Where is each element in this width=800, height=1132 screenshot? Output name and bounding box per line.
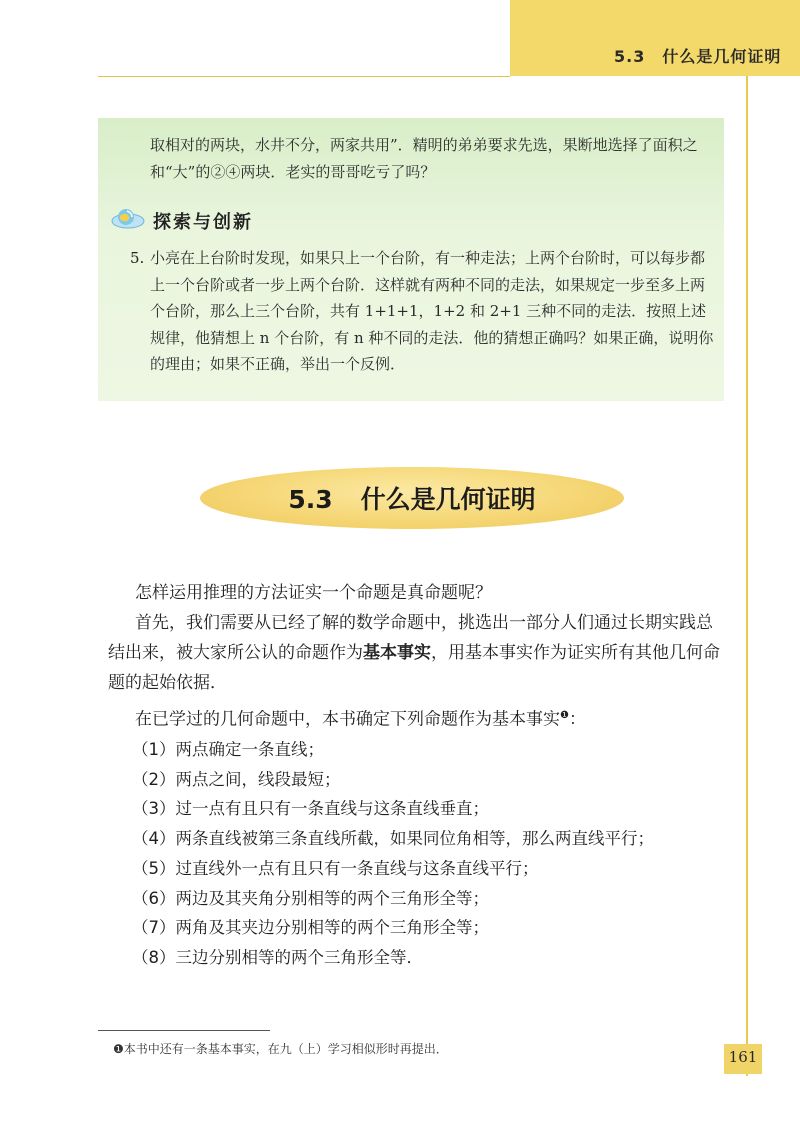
footnote-marker[interactable]: ❶ <box>560 710 569 721</box>
bold-term: 基本事实 <box>363 643 431 663</box>
section-title <box>200 480 624 516</box>
list-intro-colon: ： <box>568 709 586 730</box>
globe-icon <box>110 207 146 231</box>
intro-paragraph: 怎样运用推理的方法证实一个命题是真命题呢？ <box>135 583 492 603</box>
side-rule <box>746 76 748 1076</box>
list-item: （8）三边分别相等的两个三角形全等． <box>132 947 423 967</box>
exercise-continued-text: 取相对的两块，水井不分，两家共用”．精明的弟弟要求先选，果断地选择了面积之和“大”的②④两块．老实的哥哥吃亏了吗？ <box>150 136 698 181</box>
page-number: 161 <box>728 1048 758 1066</box>
list-item: （3）过一点有且只有一条直线与这条直线垂直； <box>132 799 489 819</box>
running-header: 5.3 什么是几何证明 <box>614 47 782 66</box>
list-item: （5）过直线外一点有且只有一条直线与这条直线平行； <box>132 858 539 878</box>
list-item: （2）两点之间，线段最短； <box>132 769 341 789</box>
basic-facts-paragraph <box>108 608 728 698</box>
list-intro-paragraph <box>135 701 735 735</box>
explore-section-title: 探索与创新 <box>153 212 253 233</box>
list-intro-text: 在已学过的几何命题中，本书确定下列命题作为基本事实 <box>135 709 560 730</box>
section-name: 什么是几何证明 <box>360 485 536 514</box>
basic-facts-list <box>132 735 654 973</box>
paragraph-text: 首先，我们需要从已经了解的数学命题中，挑选出一部分人们通过长期实践总结出来，被大家所公认的命题作为 <box>108 613 713 663</box>
list-item: （6）两边及其夹角分别相等的两个三角形全等； <box>132 888 489 908</box>
question-5-text: 小亮在上台阶时发现，如果只上一个台阶，有一种走法；上两个台阶时，可以每步都上一个台阶或者一步上两个台阶．这样就有两种不同的走法，如果规定一步至多上两个台阶，那么上三个台阶，共有 1+1+1，1+2 和 2+1 三种不同的走法．按照上述规律，他猜想上 n 个台阶，有 n 种不同的走法．他的猜想正确吗？如果正确，说明你的理由；如果不正确，举出一个反例． <box>150 249 714 373</box>
paragraph-text-end: ，用基本事实作为证实所有其他几何命题的起始依据． <box>108 643 720 693</box>
question-number: 5. <box>130 249 145 267</box>
list-item: （4）两条直线被第三条直线所截，如果同位角相等，那么两直线平行； <box>132 829 654 849</box>
header-rule <box>98 76 510 77</box>
footnote: ❶本书中还有一条基本事实，在九（上）学习相似形时再提出． <box>113 1042 448 1056</box>
list-item: （1）两点确定一条直线； <box>132 740 324 759</box>
section-number: 5.3 <box>288 485 333 514</box>
list-item: （7）两角及其夹边分别相等的两个三角形全等； <box>132 918 489 938</box>
footnote-rule <box>98 1030 270 1031</box>
